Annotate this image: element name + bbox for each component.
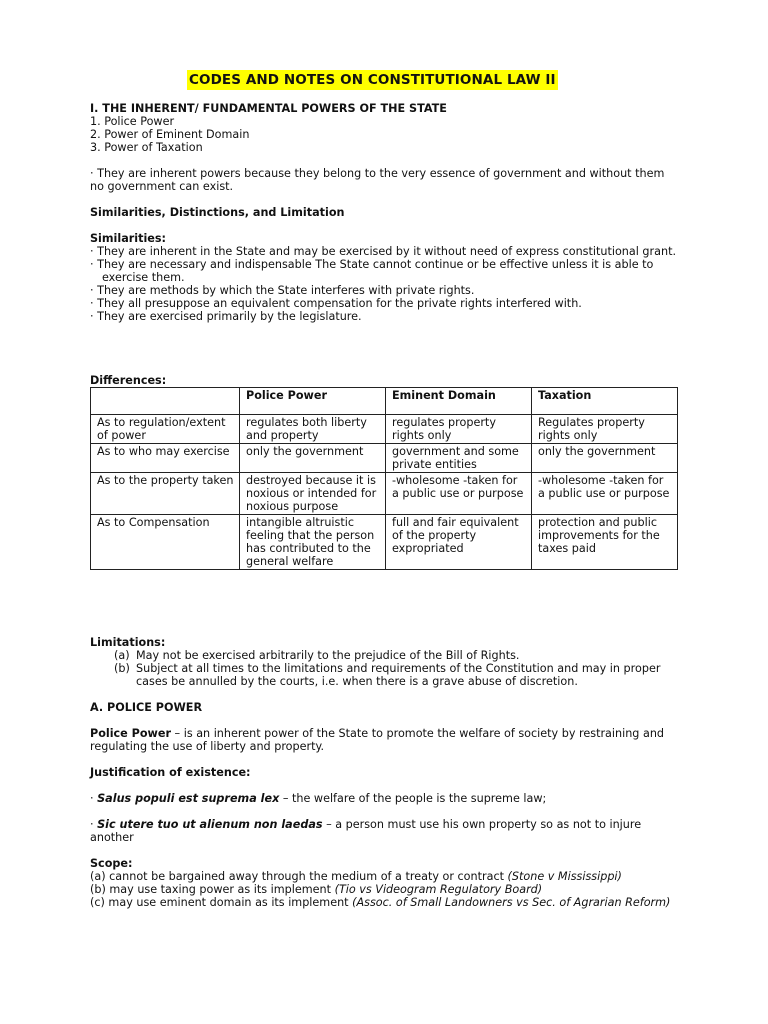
table-cell: As to who may exercise bbox=[91, 444, 240, 473]
table-cell: As to Compensation bbox=[91, 515, 240, 570]
table-cell: -wholesome -taken for a public use or purpose bbox=[532, 473, 678, 515]
limitation-text: Subject at all times to the limitations and requirements of the Constitution and may in proper cases be annulled by the courts, i.e. when there is a grave abuse of discretion. bbox=[136, 662, 661, 688]
limitation-letter: (b) bbox=[114, 662, 130, 675]
table-header-row bbox=[91, 388, 678, 415]
inherent-note bbox=[90, 167, 680, 193]
bullet: · bbox=[90, 792, 98, 805]
police-power-definition bbox=[90, 727, 680, 753]
bullet-item bbox=[90, 792, 680, 805]
similarities-heading: Similarities: bbox=[90, 232, 167, 245]
differences-heading-block bbox=[90, 374, 680, 387]
section-heading: A. POLICE POWER bbox=[90, 701, 203, 714]
table-cell: As to regulation/extent of power bbox=[91, 415, 240, 444]
paragraph bbox=[90, 727, 680, 753]
section-inherent-powers bbox=[90, 102, 680, 154]
justification-item-1 bbox=[90, 792, 680, 805]
case-citation: (Stone v Mississippi) bbox=[507, 870, 622, 883]
table-row bbox=[91, 415, 678, 444]
bullet-item: · They are necessary and indispensable The State cannot continue or be effective unless it is able to bbox=[90, 258, 654, 271]
police-power-heading-block bbox=[90, 701, 680, 714]
section-heading: Similarities, Distinctions, and Limitation bbox=[90, 206, 345, 219]
table-cell: intangible altruistic feeling that the person has contributed to the general welfare bbox=[240, 515, 386, 570]
table-cell: protection and public improvements for the taxes paid bbox=[532, 515, 678, 570]
justification-item-2 bbox=[90, 818, 680, 844]
scope-text: (c) may use eminent domain as its implement bbox=[90, 896, 353, 909]
scope-item bbox=[90, 896, 680, 909]
table-cell: Regulates property rights only bbox=[532, 415, 678, 444]
table-cell: regulates both liberty and property bbox=[240, 415, 386, 444]
table-header-cell: Police Power bbox=[240, 388, 386, 415]
table-header-cell: Taxation bbox=[532, 388, 678, 415]
document-title: CODES AND NOTES ON CONSTITUTIONAL LAW II bbox=[189, 72, 556, 88]
table-header-cell bbox=[91, 388, 240, 415]
similarities-block bbox=[90, 232, 680, 323]
section-heading: I. THE INHERENT/ FUNDAMENTAL POWERS OF THE STATE bbox=[90, 102, 447, 115]
limitation-item bbox=[90, 649, 680, 662]
table-cell: full and fair equivalent of the property expropriated bbox=[386, 515, 532, 570]
limitation-letter: (a) bbox=[114, 649, 130, 662]
limitation-item bbox=[90, 662, 680, 688]
table-row bbox=[91, 473, 678, 515]
table-header-cell: Eminent Domain bbox=[386, 388, 532, 415]
differences-table bbox=[90, 387, 678, 570]
limitations-block bbox=[90, 636, 680, 688]
defined-term: Police Power bbox=[90, 727, 171, 740]
latin-maxim: Sic utere tuo ut alienum non laedas bbox=[97, 818, 323, 831]
case-citation: (Assoc. of Small Landowners vs Sec. of Agrarian Reform) bbox=[352, 896, 671, 909]
table-cell: destroyed because it is noxious or intended for noxious purpose bbox=[240, 473, 386, 515]
table-row bbox=[91, 444, 678, 473]
maxim-meaning: – the welfare of the people is the supreme law; bbox=[279, 792, 547, 805]
list-item: 2. Power of Eminent Domain bbox=[90, 128, 250, 141]
scope-text: (a) cannot be bargained away through the medium of a treaty or contract bbox=[90, 870, 508, 883]
justification-heading: Justification of existence: bbox=[90, 766, 251, 779]
table-row bbox=[91, 515, 678, 570]
list-item: 3. Power of Taxation bbox=[90, 141, 203, 154]
limitation-text: May not be exercised arbitrarily to the prejudice of the Bill of Rights. bbox=[136, 649, 520, 662]
table-cell: only the government bbox=[532, 444, 678, 473]
table-cell: regulates property rights only bbox=[386, 415, 532, 444]
table-cell: As to the property taken bbox=[91, 473, 240, 515]
bullet: · bbox=[90, 818, 98, 831]
definition-text: – is an inherent power of the State to promote the welfare of society by restraining and regulating the use of liberty and property. bbox=[90, 727, 665, 753]
paragraph: · They are inherent powers because they belong to the very essence of government and without them no government can exist. bbox=[90, 167, 665, 193]
bullet-item bbox=[90, 818, 680, 844]
bullet-item: · They are inherent in the State and may be exercised by it without need of express constitutional grant. bbox=[90, 245, 677, 258]
table-cell: -wholesome -taken for a public use or purpose bbox=[386, 473, 532, 515]
table-cell: only the government bbox=[240, 444, 386, 473]
list-item: 1. Police Power bbox=[90, 115, 175, 128]
latin-maxim: Salus populi est suprema lex bbox=[97, 792, 280, 805]
bullet-item: · They all presuppose an equivalent compensation for the private rights interfered with. bbox=[90, 297, 582, 310]
table-cell: government and some private entities bbox=[386, 444, 532, 473]
scope-item bbox=[90, 870, 680, 883]
limitations-heading: Limitations: bbox=[90, 636, 166, 649]
bullet-item: · They are methods by which the State interferes with private rights. bbox=[90, 284, 475, 297]
scope-block bbox=[90, 857, 680, 909]
bullet-item-continuation: exercise them. bbox=[102, 271, 185, 284]
maxim-meaning: – a person must use his own property so as not to injure another bbox=[90, 818, 642, 844]
scope-item bbox=[90, 883, 680, 896]
scope-text: (b) may use taxing power as its implement bbox=[90, 883, 335, 896]
bullet-item: · They are exercised primarily by the legislature. bbox=[90, 310, 362, 323]
differences-heading: Differences: bbox=[90, 374, 167, 387]
sdl-heading-block bbox=[90, 206, 680, 219]
scope-heading: Scope: bbox=[90, 857, 133, 870]
case-citation: (Tio vs Videogram Regulatory Board) bbox=[334, 883, 543, 896]
justification-heading-block bbox=[90, 766, 680, 779]
